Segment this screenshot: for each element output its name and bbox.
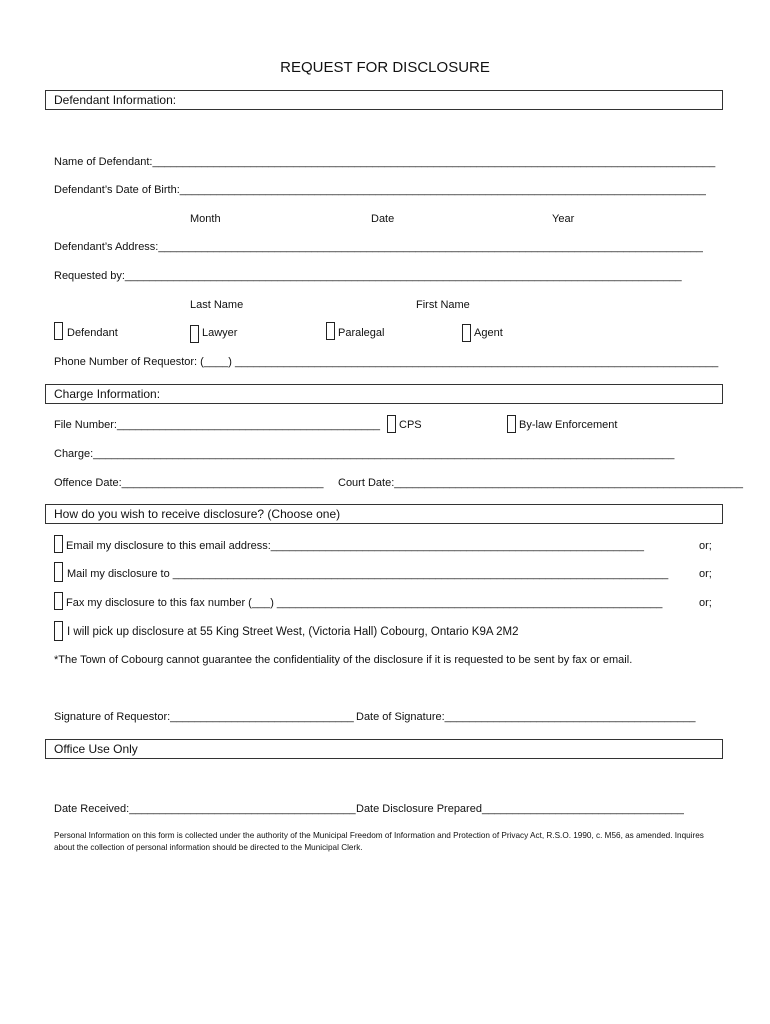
file-number-field[interactable]: File Number:___________________________________________ bbox=[54, 419, 381, 431]
bylaw-checkbox[interactable] bbox=[507, 415, 516, 433]
defendant-checkbox-label: Defendant bbox=[67, 327, 118, 339]
email-option-field[interactable]: Email my disclosure to this email address:_____________________________________________________________ bbox=[66, 540, 644, 552]
cps-checkbox-label: CPS bbox=[399, 419, 422, 431]
paralegal-checkbox-label: Paralegal bbox=[338, 327, 385, 339]
email-or-label: or; bbox=[699, 540, 712, 552]
email-option-checkbox[interactable] bbox=[54, 535, 63, 553]
defendant-address-field[interactable]: Defendant’s Address:_________________________________________________________________________________________ bbox=[54, 241, 703, 253]
first-name-label: First Name bbox=[416, 299, 470, 311]
date-prepared-field[interactable]: Date Disclosure Prepared_________________________________ bbox=[356, 803, 684, 815]
section-title-delivery: How do you wish to receive disclosure? (Choose one) bbox=[54, 507, 341, 521]
requestor-signature-field[interactable]: Signature of Requestor:______________________________ bbox=[54, 711, 354, 723]
fax-option-checkbox[interactable] bbox=[54, 592, 63, 610]
privacy-notice: Personal Information on this form is collected under the authority of the Municipal Freedom of Information and Protection of Privacy Act, R.S.O. 1990, c. M56, as amended. Inquires about the collection of personal information should be directed to the Municipal Clerk. bbox=[54, 831, 704, 852]
last-name-label: Last Name bbox=[190, 299, 244, 311]
dob-year-label: Year bbox=[552, 213, 575, 225]
lawyer-checkbox[interactable] bbox=[190, 325, 199, 343]
requested-by-field[interactable]: Requested by:___________________________________________________________________________________________ bbox=[54, 270, 682, 282]
signature-date-field[interactable]: Date of Signature:_________________________________________ bbox=[356, 711, 696, 723]
section-title-charge: Charge Information: bbox=[54, 387, 161, 401]
dob-date-label: Date bbox=[371, 213, 395, 225]
bylaw-checkbox-label: By-law Enforcement bbox=[519, 419, 618, 431]
section-header-office bbox=[45, 739, 723, 759]
mail-option-checkbox[interactable] bbox=[54, 562, 63, 582]
cps-checkbox[interactable] bbox=[387, 415, 396, 433]
mail-option-field[interactable]: Mail my disclosure to _________________________________________________________________________________ bbox=[67, 568, 669, 580]
defendant-name-field[interactable]: Name of Defendant:____________________________________________________________________________________________ bbox=[54, 156, 716, 168]
defendant-dob-field[interactable]: Defendant’s Date of Birth:______________________________________________________________________________________ bbox=[54, 184, 706, 196]
section-header-defendant bbox=[45, 90, 723, 110]
page-title: REQUEST FOR DISCLOSURE bbox=[280, 59, 490, 76]
requestor-phone-field[interactable]: Phone Number of Requestor: (____) _______________________________________________________________________________ bbox=[54, 356, 719, 368]
section-header-charge bbox=[45, 384, 723, 404]
pickup-option-checkbox[interactable] bbox=[54, 621, 63, 641]
agent-checkbox-label: Agent bbox=[474, 327, 503, 339]
offence-date-field[interactable]: Offence Date:_________________________________ bbox=[54, 477, 324, 489]
court-date-field[interactable]: Court Date:_________________________________________________________ bbox=[338, 477, 743, 489]
fax-option-field[interactable]: Fax my disclosure to this fax number (___) _______________________________________________________________ bbox=[66, 597, 663, 609]
charge-field[interactable]: Charge:_______________________________________________________________________________________________ bbox=[54, 448, 675, 460]
pickup-option-label: I will pick up disclosure at 55 King Street West, (Victoria Hall) Cobourg, Ontario K9A 2M2 bbox=[67, 626, 519, 638]
section-title-defendant: Defendant Information: bbox=[54, 93, 177, 107]
defendant-checkbox[interactable] bbox=[54, 322, 63, 340]
fax-or-label: or; bbox=[699, 597, 712, 609]
dob-month-label: Month bbox=[190, 213, 221, 225]
mail-or-label: or; bbox=[699, 568, 712, 580]
agent-checkbox[interactable] bbox=[462, 324, 471, 342]
paralegal-checkbox[interactable] bbox=[326, 322, 335, 340]
confidentiality-note: *The Town of Cobourg cannot guarantee the confidentiality of the disclosure if it is requested to be sent by fax or email. bbox=[54, 654, 633, 666]
date-received-field[interactable]: Date Received:_____________________________________ bbox=[54, 803, 356, 815]
lawyer-checkbox-label: Lawyer bbox=[202, 327, 238, 339]
section-title-office: Office Use Only bbox=[54, 742, 138, 756]
section-header-delivery bbox=[45, 504, 723, 524]
